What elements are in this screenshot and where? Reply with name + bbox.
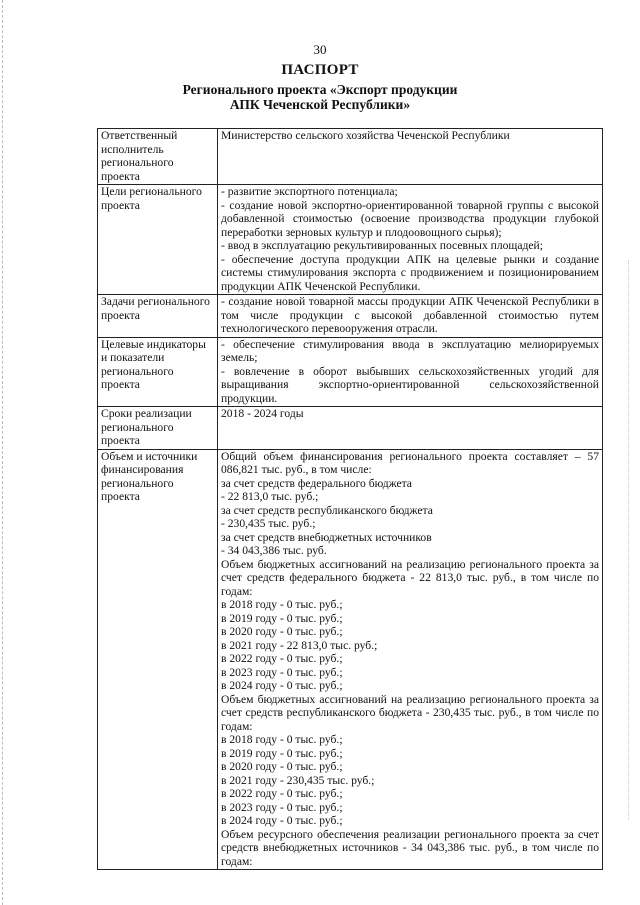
row-value-line: в 2023 году - 0 тыс. руб.;	[221, 800, 343, 814]
row-value-line: - создание новой товарной массы продукции АПК Чеченской Республики в том числе продукции с высокой добавленной стоимостью путем технологического перевооружения отрасли.	[221, 295, 599, 335]
row-value-line: Общий объем финансирования регионального проекта составляет – 57 086,821 тыс. руб., в том числе:	[221, 449, 599, 476]
row-value-cell	[218, 295, 603, 338]
row-value-line: Объем ресурсного обеспечения реализации регионального проекта за счет средств внебюджетных источников - 34 043,386 тыс. руб., в том числе по годам:	[221, 827, 599, 868]
row-label: Целевые индикаторы и показатели регионального проекта	[101, 337, 206, 391]
row-value-line: Объем бюджетных ассигнований на реализацию регионального проекта за счет средств федерального бюджета - 22 813,0 тыс. руб., в том числе по годам:	[221, 557, 599, 598]
passport-table	[97, 128, 603, 870]
row-value-line: в 2023 году - 0 тыс. руб.;	[221, 665, 343, 679]
document-title	[0, 82, 640, 112]
row-label-cell	[98, 185, 218, 295]
row-value-line: в 2021 году - 22 813,0 тыс. руб.;	[221, 638, 378, 652]
row-value-line: за счет средств внебюджетных источников	[221, 530, 432, 544]
row-value-line: в 2018 году - 0 тыс. руб.;	[221, 598, 343, 611]
row-value-cell	[218, 449, 603, 870]
row-value-line: Объем бюджетных ассигнований на реализацию регионального проекта за счет средств республиканского бюджета - 230,435 тыс. руб., в том числе по годам:	[221, 692, 599, 733]
row-value-line: - обеспечение доступа продукции АПК на целевые рынки и создание системы стимулирования экспорта с продвижением и позиционированием продукции АПК Чеченской Республики.	[221, 252, 599, 293]
row-value-line: - обеспечение стимулирования ввода в эксплуатацию мелиорируемых земель;	[221, 337, 599, 364]
scan-edge-left	[2, 0, 4, 905]
row-value-line: - создание новой экспортно-ориентированной товарной группы с высокой добавленной стоимостью (освоение производства продукции глубокой переработки зерновых культур и плодоовощного сырья);	[221, 198, 599, 239]
row-value-line: за счет средств республиканского бюджета	[221, 503, 433, 517]
row-label: Цели регионального проекта	[101, 185, 202, 212]
row-value-cell	[218, 337, 603, 407]
row-value-line: - 34 043,386 тыс. руб.	[221, 544, 327, 557]
row-value-cell	[218, 407, 603, 450]
row-label: Сроки реализации регионального проекта	[101, 407, 192, 447]
row-value-line: в 2018 году - 0 тыс. руб.;	[221, 733, 343, 746]
row-value-line: - 22 813,0 тыс. руб.;	[221, 490, 319, 503]
row-value-line: в 2022 году - 0 тыс. руб.;	[221, 787, 343, 800]
row-label-cell	[98, 407, 218, 450]
row-label-cell	[98, 449, 218, 870]
row-label-cell	[98, 129, 218, 185]
row-label-cell	[98, 337, 218, 407]
table-row	[98, 407, 603, 450]
passport-table-body	[98, 129, 603, 870]
table-row	[98, 185, 603, 295]
table-row	[98, 129, 603, 185]
row-value-line: в 2019 году - 0 тыс. руб.;	[221, 611, 343, 625]
row-value-line: в 2024 году - 0 тыс. руб.;	[221, 679, 343, 692]
title-line-2: АПК Чеченской Республики»	[229, 97, 411, 112]
row-value-cell	[218, 129, 603, 185]
document-heading: ПАСПОРТ	[281, 62, 359, 78]
row-value-line: - 230,435 тыс. руб.;	[221, 517, 316, 530]
row-value-line: за счет средств федерального бюджета	[221, 476, 412, 490]
title-line-1: Регионального проекта «Экспорт продукции	[182, 82, 458, 97]
row-value-line: в 2022 году - 0 тыс. руб.;	[221, 652, 343, 665]
table-row	[98, 295, 603, 338]
row-value-line: в 2024 году - 0 тыс. руб.;	[221, 814, 343, 827]
scan-edge-right	[628, 260, 630, 820]
row-value-line: в 2020 году - 0 тыс. руб.;	[221, 760, 343, 773]
row-label: Объем и источники финансирования регионального проекта	[101, 449, 198, 503]
row-value-line: 2018 - 2024 годы	[221, 407, 304, 420]
row-label: Ответственный исполнитель регионального проекта	[101, 129, 178, 183]
row-value-line: - развитие экспортного потенциала;	[221, 185, 398, 198]
row-value-line: Министерство сельского хозяйства Чеченской Республики	[221, 129, 510, 142]
row-value-line: - ввод в эксплуатацию рекультивированных посевных площадей;	[221, 239, 543, 252]
table-row	[98, 337, 603, 407]
row-value-line: в 2021 году - 230,435 тыс. руб.;	[221, 773, 375, 787]
row-label: Задачи регионального проекта	[101, 295, 210, 322]
row-label-cell	[98, 295, 218, 338]
row-value-line: в 2020 году - 0 тыс. руб.;	[221, 625, 343, 638]
row-value-line: в 2019 году - 0 тыс. руб.;	[221, 746, 343, 760]
row-value-line: - вовлечение в оборот выбывших сельскохозяйственных угодий для выращивания экспортно-ориентированной сельскохозяйственной продукции.	[221, 364, 599, 405]
page-number: 30	[313, 42, 327, 57]
row-value-cell	[218, 185, 603, 295]
table-row	[98, 449, 603, 870]
